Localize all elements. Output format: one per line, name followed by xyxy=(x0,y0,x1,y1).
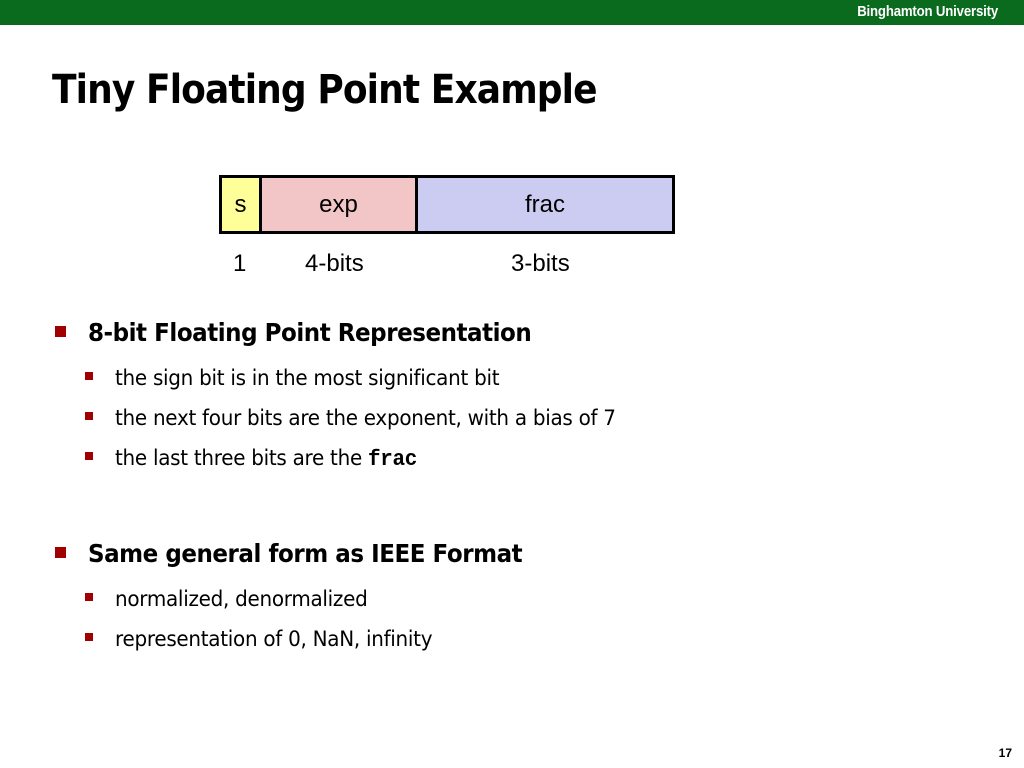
section-heading-text: Same general form as IEEE Format xyxy=(88,539,523,568)
sign-bit-count: 1 xyxy=(233,250,247,277)
list-item xyxy=(85,627,449,651)
bullet-square-icon xyxy=(85,452,93,460)
bullet-square-icon xyxy=(55,547,66,558)
bullet-square-icon xyxy=(85,633,93,641)
list-item-text: normalized, denormalized xyxy=(115,587,368,611)
list-item xyxy=(85,406,642,430)
slide-title: Tiny Floating Point Example xyxy=(52,67,597,113)
list-item xyxy=(85,587,381,611)
exp-bit-count: 4-bits xyxy=(305,250,364,277)
bullet-square-icon xyxy=(85,412,93,420)
list-item-text: the last three bits are the xyxy=(115,446,369,470)
exp-field: exp xyxy=(262,178,418,231)
header-bar xyxy=(0,0,1024,25)
list-item xyxy=(85,446,433,472)
bullet-square-icon xyxy=(55,326,66,337)
list-item-text: the next four bits are the exponent, with a bias of 7 xyxy=(115,406,616,430)
page-number: 17 xyxy=(998,746,1012,760)
bit-format-diagram xyxy=(219,175,675,234)
frac-code: frac xyxy=(368,447,418,472)
section-heading-ieee xyxy=(55,539,560,568)
list-item xyxy=(85,366,519,390)
sign-field: s xyxy=(222,178,262,231)
frac-field: frac xyxy=(418,178,672,231)
header-org-name: Binghamton University xyxy=(857,3,998,20)
list-item-text: representation of 0, NaN, infinity xyxy=(115,627,433,651)
frac-bit-count: 3-bits xyxy=(511,250,570,277)
bullet-square-icon xyxy=(85,593,93,601)
bullet-square-icon xyxy=(85,372,93,380)
section-heading-representation xyxy=(55,318,570,347)
list-item-text: the sign bit is in the most significant bit xyxy=(115,366,500,390)
section-heading-text: 8-bit Floating Point Representation xyxy=(88,318,532,347)
